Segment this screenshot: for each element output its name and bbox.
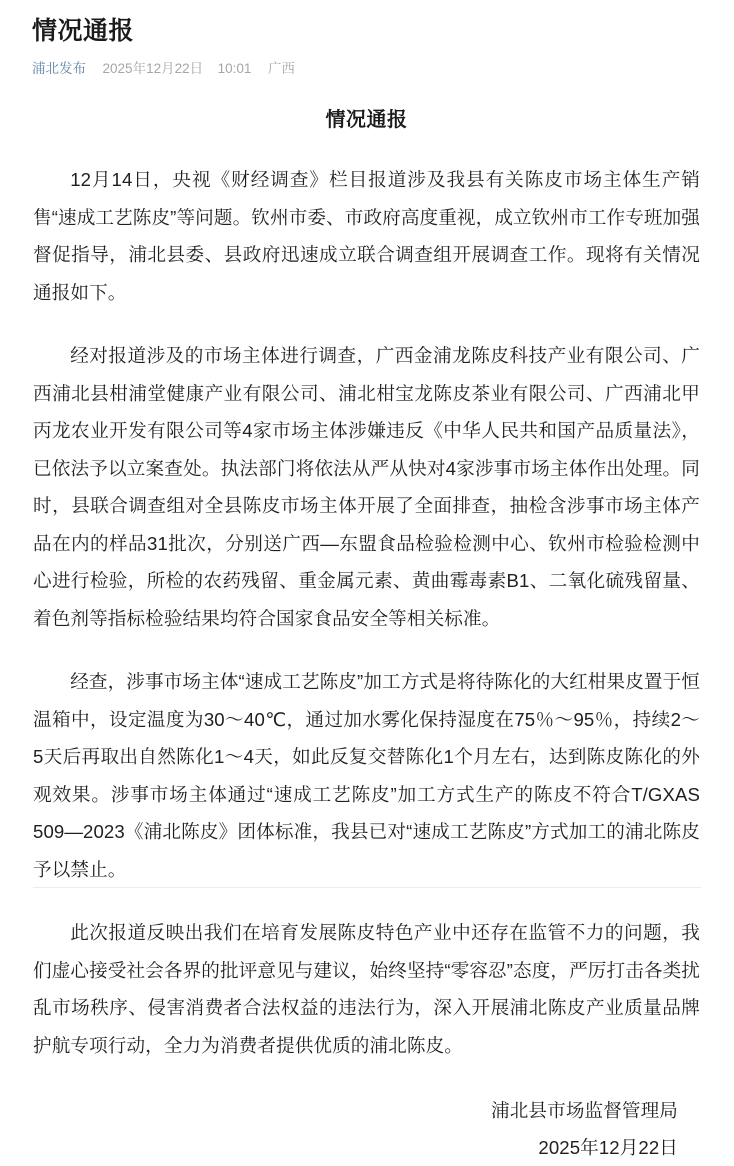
byline-date: 2025年12月22日 xyxy=(102,61,204,76)
byline-time: 10:01 xyxy=(217,61,252,76)
document-heading: 情况通报 xyxy=(325,109,408,131)
document-paragraph: 经查，涉事市场主体“速成工艺陈皮”加工方式是将待陈化的大红柑果皮置于恒温箱中，设定温度为30～40℃，通过加水雾化保持湿度在75％～95％，持续2～5天后再取出自然陈化1～4天，如此反复交替陈化1个月左右，达到陈皮陈化的外观效果。涉事市场主体通过“速成工艺陈皮”加工方式生产的陈皮不符合T/GXAS 509—2023《浦北陈皮》团体标准，我县已对“速成工艺陈皮”方式加工的浦北陈皮予以禁止。 xyxy=(33,671,700,880)
document-paragraph: 此次报道反映出我们在培育发展陈皮特色产业中还存在监管不力的问题，我们虚心接受社会各界的批评意见与建议，始终坚持“零容忍”态度，严厉打击各类扰乱市场秩序、侵害消费者合法权益的违法行为，深入开展浦北陈皮产业质量品牌护航专项行动，全力为消费者提供优质的浦北陈皮。 xyxy=(33,922,700,1056)
signature-date: 2025年12月22日 xyxy=(538,1137,678,1158)
page-title: 情况通报 xyxy=(32,17,135,45)
byline-location: 广西 xyxy=(267,61,295,76)
signature-organization: 浦北县市场监督管理局 xyxy=(491,1100,678,1121)
document-paragraph: 经对报道涉及的市场主体进行调查，广西金浦龙陈皮科技产业有限公司、广西浦北县柑浦堂健康产业有限公司、浦北柑宝龙陈皮茶业有限公司、广西浦北甲丙龙农业开发有限公司等4家市场主体涉嫌违反《中华人民共和国产品质量法》，已依法予以立案查处。执法部门将依法从严从快对4家涉事市场主体作出处理。同时，县联合调查组对全县陈皮市场主体开展了全面排查，抽检含涉事市场主体产品在内的样品31批次，分别送广西—东盟食品检验检测中心、钦州市检验检测中心进行检验，所检的农药残留、重金属元素、黄曲霉毒素B1、二氧化硫残留量、着色剂等指标检验结果均符合国家食品安全等相关标准。 xyxy=(33,345,700,629)
article-body xyxy=(0,106,734,1166)
document-paragraph: 12月14日，央视《财经调查》栏目报道涉及我县有关陈皮市场主体生产销售“速成工艺陈皮”等问题。钦州市委、市政府高度重视，成立钦州市工作专班加强督促指导，浦北县委、县政府迅速成立联合调查组开展调查工作。现将有关情况通报如下。 xyxy=(33,169,700,303)
byline xyxy=(32,59,702,79)
article-header xyxy=(0,0,734,79)
signature-block xyxy=(33,1092,700,1166)
bottom-divider xyxy=(33,887,701,888)
byline-source[interactable]: 浦北发布 xyxy=(32,61,86,76)
